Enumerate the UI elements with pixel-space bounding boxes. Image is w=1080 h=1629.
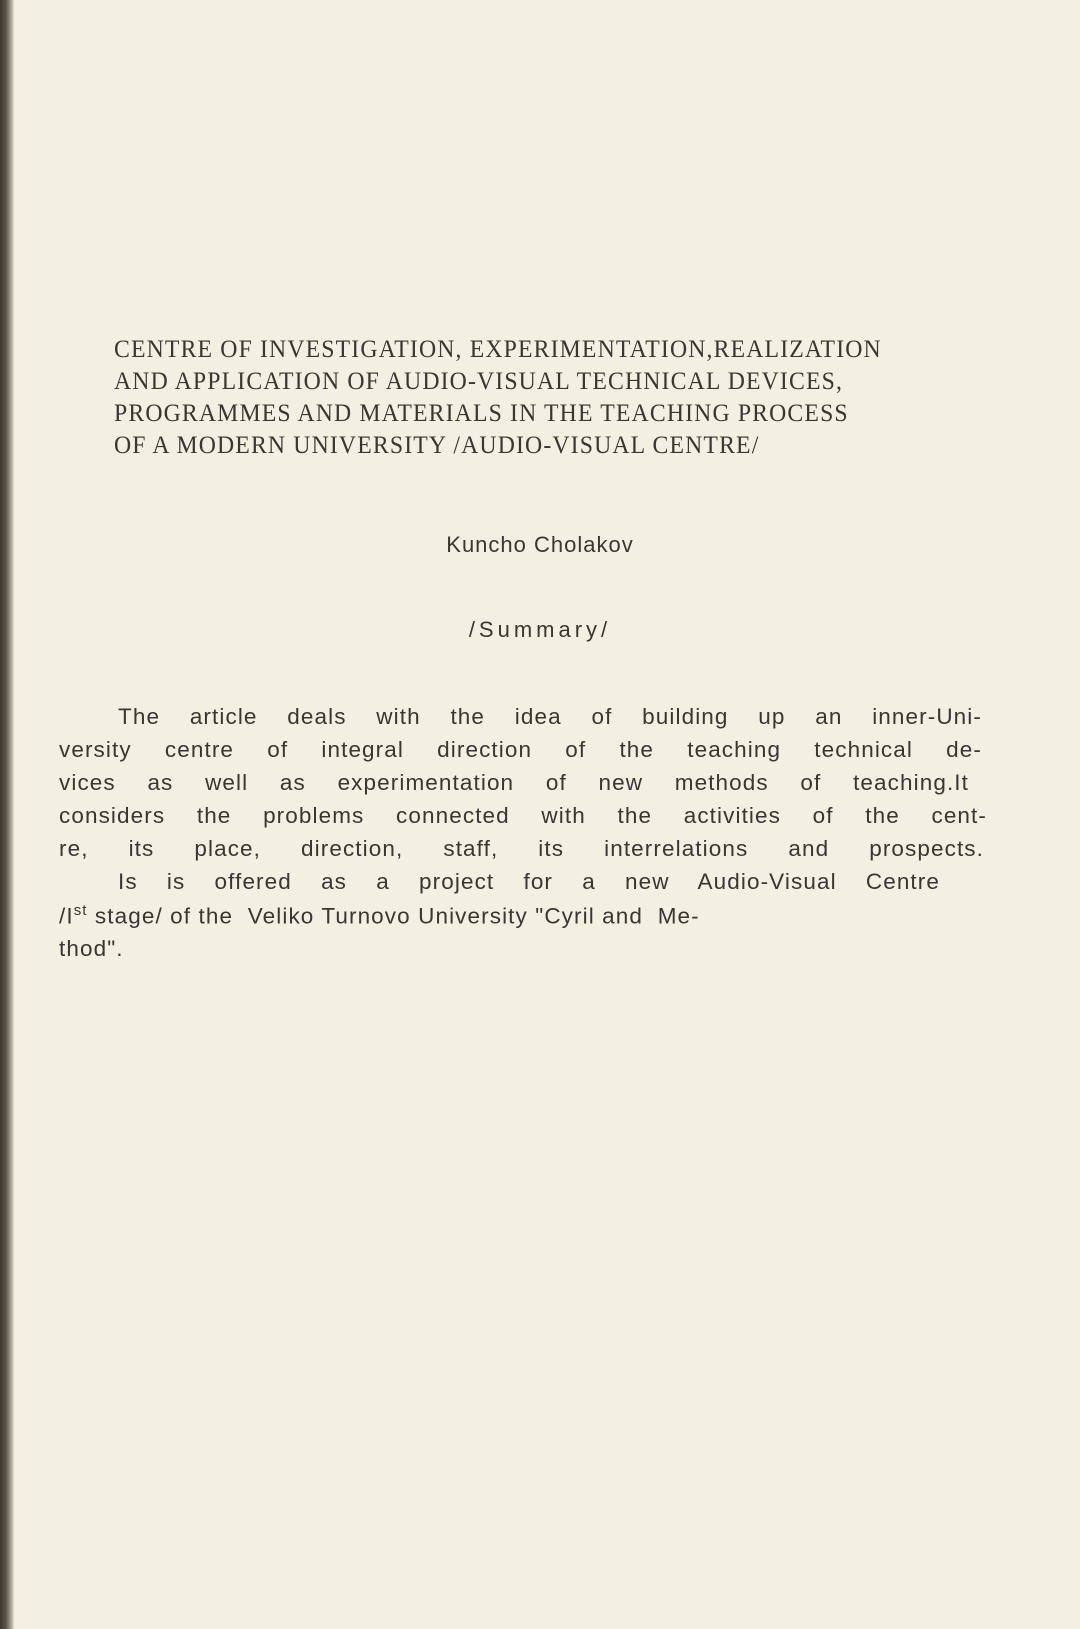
title-line: CENTRE OF INVESTIGATION, EXPERIMENTATION,REALIZATION	[114, 336, 882, 363]
section-heading: /Summary/	[468, 617, 612, 642]
body-line: The article deals with the idea of building up an inner-Uni-	[118, 704, 982, 729]
body-line: considers the problems connected with the activities of the cent-	[59, 803, 987, 828]
body-line	[59, 902, 700, 930]
title-line: PROGRAMMES AND MATERIALS IN THE TEACHING PROCESS	[114, 400, 849, 427]
text: /I	[59, 903, 74, 929]
body-line: Is is offered as a project for a new Audio-Visual Centre	[118, 869, 940, 894]
body-line: vices as well as experimentation of new methods of teaching.It	[59, 770, 969, 795]
body-line: re, its place, direction, staff, its interrelations and prospects.	[59, 836, 984, 861]
text: stage/ of the Veliko Turnovo University "Cyril and Me-	[87, 903, 700, 929]
body-line: versity centre of integral direction of the teaching technical de-	[59, 737, 982, 762]
author-name: Kuncho Cholakov	[446, 532, 634, 557]
page-binding-edge	[0, 0, 14, 1629]
body-line: thod".	[59, 936, 124, 961]
title-line: AND APPLICATION OF AUDIO-VISUAL TECHNICAL DEVICES,	[114, 368, 844, 395]
superscript: st	[73, 902, 88, 919]
title-line: OF A MODERN UNIVERSITY /AUDIO-VISUAL CENTRE/	[114, 432, 760, 459]
